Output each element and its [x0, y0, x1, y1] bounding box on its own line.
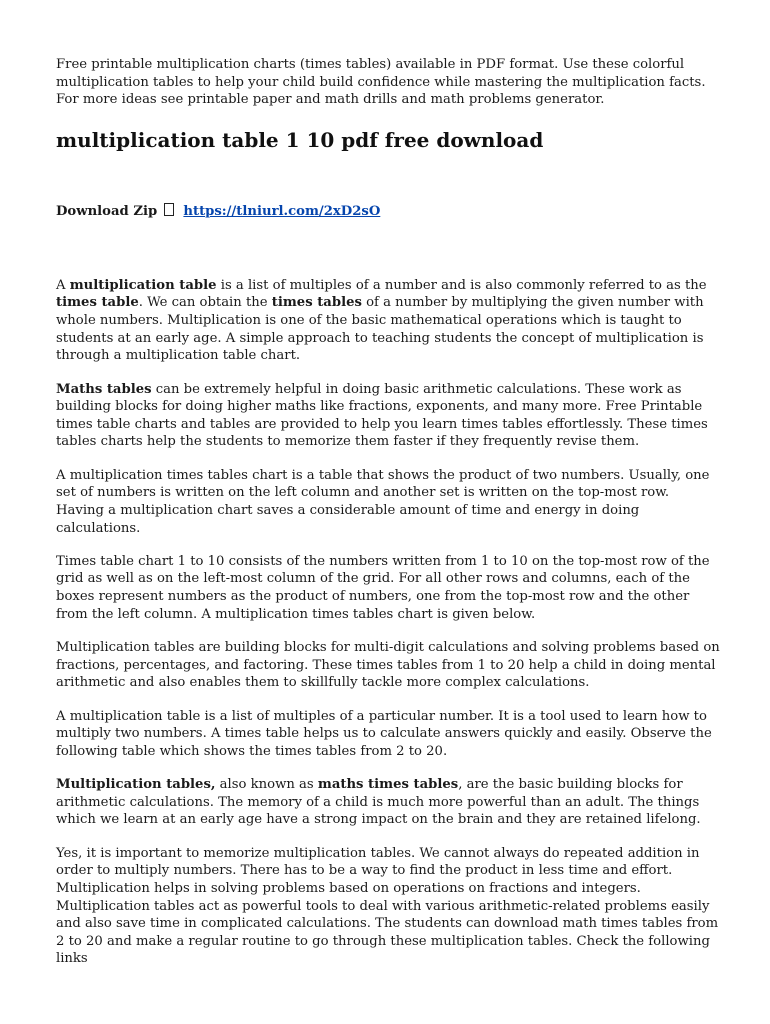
paragraph-times-tables-chart: A multiplication times tables chart is a table that shows the product of two numbers. Usually, one set of numbers is written on the left column and another set is written on the top-most row. Having a multiplication chart saves a considerable amount of time and energy in doing calculations.: [56, 467, 710, 536]
text-span: can be extremely helpful in doing basic arithmetic calculations. These work as building blocks for doing higher maths like fractions, exponents, and many more. Free Printable times table charts and tables are provided to help you learn times tables effortlessly. These times tables charts help the students to memorize them faster if they frequently revise them.: [56, 381, 708, 450]
download-link[interactable]: https://tlniurl.com/2xD2sO: [183, 203, 381, 219]
text-span: A: [56, 277, 70, 293]
intro-paragraph: Free printable multiplication charts (times tables) available in PDF format. Use these colorful multiplication tables to help your child build confidence while mastering the multiplication facts. For more ideas see printable paper and math drills and math problems generator.: [56, 57, 706, 108]
paragraph-multiplication-table: [56, 277, 720, 365]
bold-term: times table: [56, 295, 139, 311]
paragraph-building-blocks: Multiplication tables are building blocks for multi-digit calculations and solving problems based on fractions, percentages, and factoring. These times tables from 1 to 20 help a child in doing mental arithmetic and also enables them to skillfully tackle more complex calculations.: [56, 640, 720, 691]
download-line: [56, 203, 720, 219]
bold-term: times tables: [271, 295, 362, 311]
paragraph-maths-times-tables: [56, 776, 720, 829]
paragraph-list-of-multiples: A multiplication table is a list of multiples of a particular number. It is a tool used to learn how to multiply two numbers. A times table helps us to calculate answers quickly and easily. Observe the following table which shows the times tables from 2 to 20.: [56, 708, 712, 759]
paragraph-maths-tables: [56, 381, 720, 451]
text-span: , are the basic building blocks for arithmetic calculations. The memory of a child is much more powerful than an adult. The things which we learn at an early age have a strong impact on the brain and they are retained lifelong.: [56, 777, 701, 828]
text-span: of a number by multiplying the given number with whole numbers. Multiplication is one of the basic mathematical operations which is taught to students at an early age. A simple approach to teaching students the concept of multiplication is through a multiplication table chart.: [56, 295, 704, 364]
paragraph-chart-1-to-10: Times table chart 1 to 10 consists of the numbers written from 1 to 10 on the top-most row of the grid as well as on the left-most column of the grid. For all other rows and columns, each of the boxes represent numbers as the product of numbers, one from the top-most row and the other from the left column. A multiplication times tables chart is given below.: [56, 553, 710, 622]
missing-glyph-icon: [164, 203, 174, 216]
download-label: Download Zip: [56, 203, 158, 219]
text-span: is a list of multiples of a number and is also commonly referred to as the: [216, 277, 707, 293]
paragraph-memorize: Yes, it is important to memorize multiplication tables. We cannot always do repeated addition in order to multiply numbers. There has to be a way to find the product in less time and effort. Multiplication helps in solving problems based on operations on fractions and integers. Multiplication tables act as powerful tools to deal with various arithmetic-related problems easily and also save time in complicated calculations. The students can download math times tables from 2 to 20 and make a regular routine to go through these multiplication tables. Check the following links: [56, 845, 719, 967]
page-title: multiplication table 1 10 pdf free download: [56, 127, 544, 152]
bold-term: Multiplication tables,: [56, 777, 216, 793]
text-span: also known as: [215, 777, 318, 793]
text-span: . We can obtain the: [138, 295, 272, 311]
bold-term: multiplication table: [69, 277, 217, 293]
document-page: [56, 56, 720, 984]
bold-term: Maths tables: [56, 381, 152, 397]
bold-term: maths times tables: [317, 777, 459, 793]
